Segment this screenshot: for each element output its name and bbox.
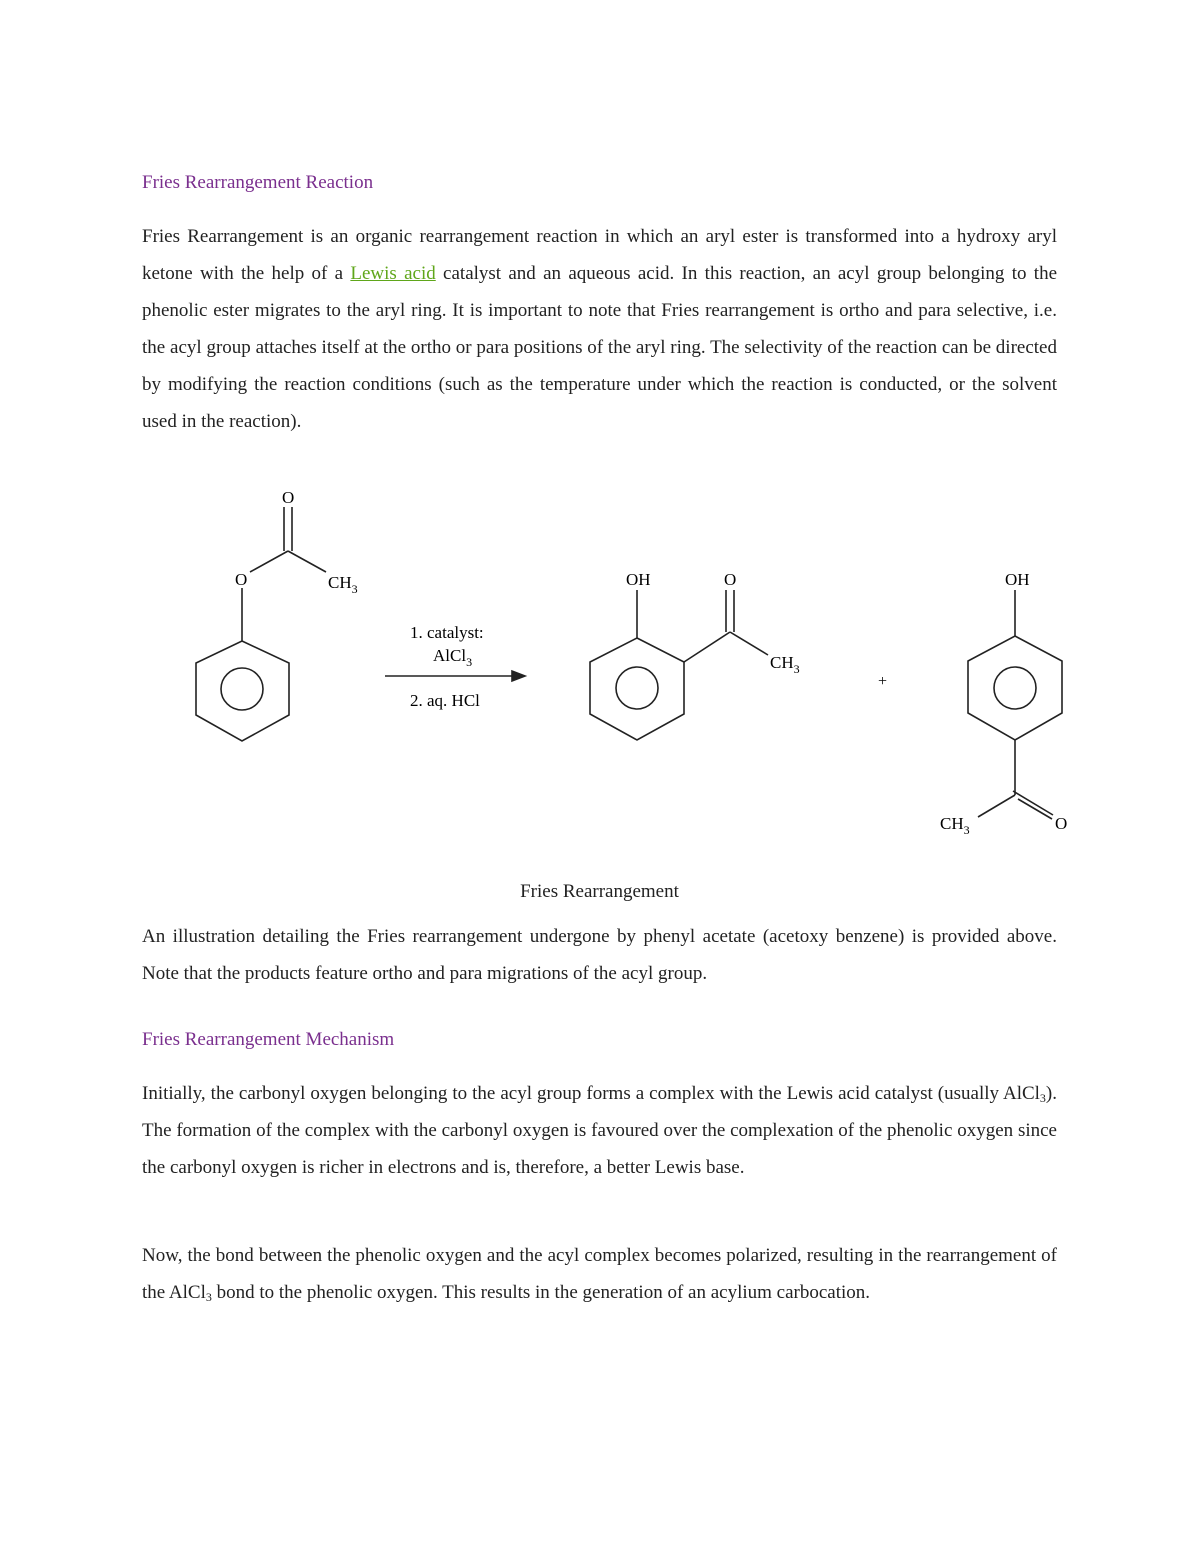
intro-text-start: Fries Rearrangement is an organic rearrangement reaction in which an aryl ester is transformed into a hydroxy aryl ketone with the help of a [142,226,1057,284]
mech1-subscript: 3 [1039,1091,1046,1105]
ortho-carbonyl-o: O [724,570,737,589]
ortho-ch3: $CH_3$ [770,653,800,676]
reactant-ch3: $CH_3$ [328,573,358,596]
intro-text-end: catalyst and an aqueous acid. In this reaction, an acyl group belonging to the phenolic ester migrates to the aryl ring. It is important to note that Fries rearrangement is ortho and para selective, i.e. the acyl group attaches itself at the ortho or para positions of the aryl ring. The selectivity of the reaction can be directed by modifying the reaction conditions (such as the temperature under which the reaction is conducted, or the solvent used in the reaction). [142,263,1058,432]
section-heading-reaction: Fries Rearrangement Reaction [142,172,374,193]
para-ch3: $CH_3$ [940,814,970,837]
mech1-text-start: Initially, the carbonyl oxygen belonging to the acyl group forms a complex with the Lewis acid catalyst (usually AlCl [142,1083,1040,1104]
plus-sign: + [878,673,888,690]
mech2-subscript: 3 [205,1290,212,1304]
mechanism-paragraph-1 [142,1075,1057,1186]
phenyl-acetate-structure [196,507,326,741]
para-oh: OH [1005,570,1030,589]
reaction-arrow [385,671,525,681]
condition-step1-line2: AlCl$_3$ [433,646,473,669]
ortho-oh: OH [626,570,651,589]
para-carbonyl-o: O [1055,814,1068,833]
ortho-product-structure [590,590,768,740]
illustration-paragraph: An illustration detailing the Fries rearrangement undergone by phenyl acetate (acetoxy benzene) is provided above. Note that the products feature ortho and para migrations of the acyl group. [142,926,1057,984]
mech2-text-end: bond to the phenolic oxygen. This results in the generation of an acylium carbocation. [211,1282,871,1303]
condition-step1-line1: 1. catalyst: [410,623,484,642]
mech2-text-start: Now, the bond between the phenolic oxygen and the acyl complex becomes polarized, resulting in the rearrangement of the AlCl [142,1245,1057,1303]
mechanism-paragraph-2 [142,1237,1057,1311]
mech1-text-end: ). The formation of the complex with the carbonyl oxygen is favoured over the complexation of the phenolic oxygen since the carbonyl oxygen is richer in electrons and is, therefore, a better Lewis base. [142,1083,1057,1178]
figure-caption: Fries Rearrangement [520,881,679,902]
condition-step2: 2. aq. HCl [410,691,480,710]
lewis-acid-link[interactable]: Lewis acid [350,263,436,284]
para-product-structure [968,590,1062,819]
reactant-carbonyl-o: O [282,488,295,507]
reactant-ester-o: O [235,570,248,589]
section-heading-mechanism: Fries Rearrangement Mechanism [142,1029,395,1050]
